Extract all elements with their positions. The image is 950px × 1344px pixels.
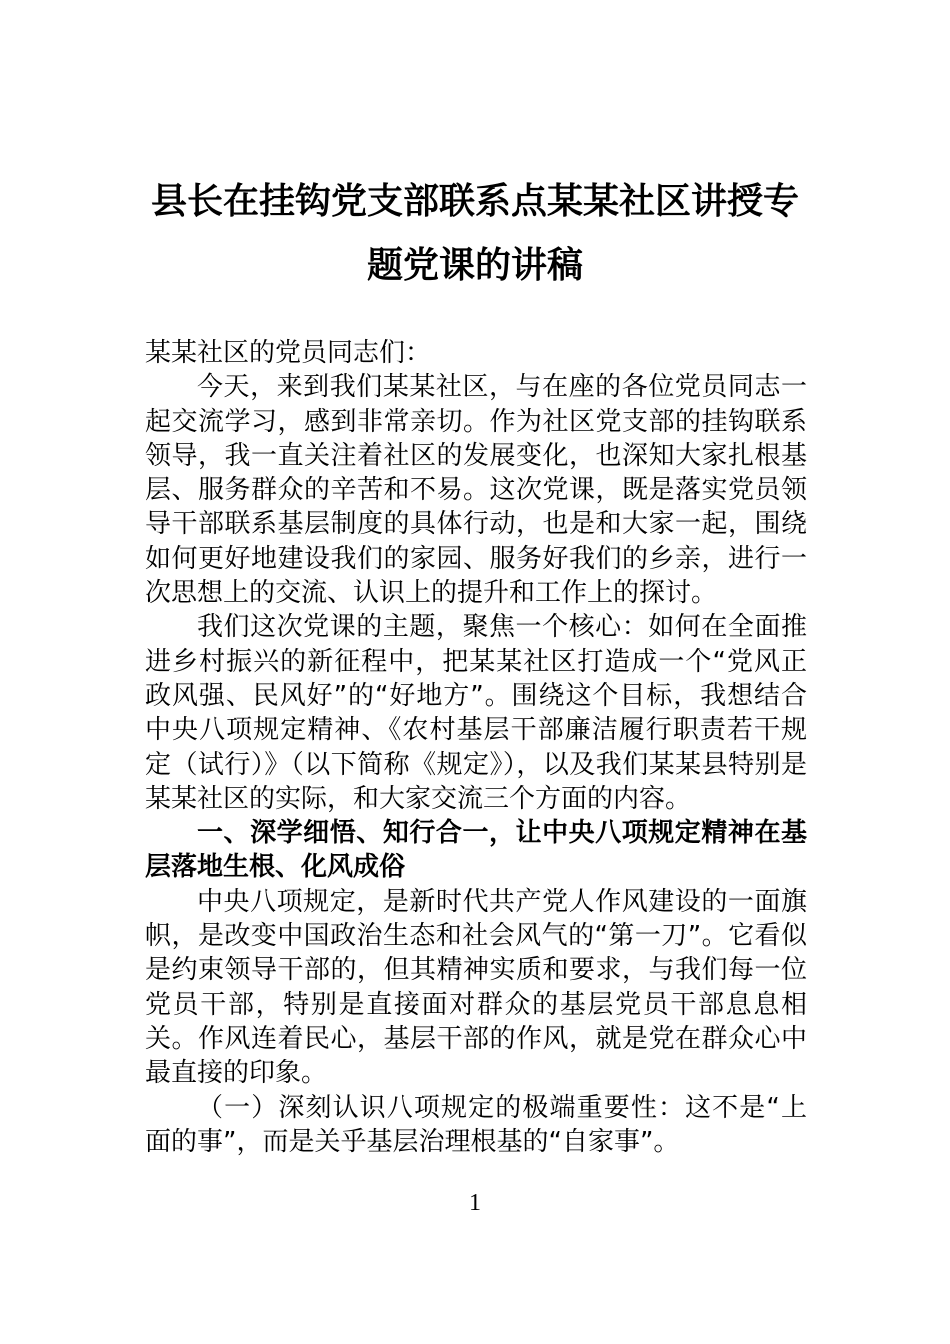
title-line-2: 题党课的讲稿	[366, 245, 583, 286]
title-line-1: 县长在挂钩党支部联系点某某社区讲授专	[150, 181, 799, 222]
page-number: 1	[469, 1190, 481, 1216]
subsection-heading: （一）深刻认识八项规定的极端重要性：这不是“上面的事”，而是关乎基层治理根基的“自家事”。	[145, 1092, 807, 1157]
section-heading: 一、深学细悟、知行合一，让中央八项规定精神在基层落地生根、化风成俗	[145, 818, 807, 883]
salutation: 某某社区的党员同志们：	[145, 338, 432, 368]
section-paragraph: 中央八项规定，是新时代共产党人作风建设的一面旗帜，是改变中国政治生态和社会风气的“第一刀”。它看似是约束领导干部的，但其精神实质和要求，与我们每一位党员干部，特别是直接面对群众的基层党员干部息息相关。作风连着民心，基层干部的作风，就是党在群众心中最直接的印象。	[145, 886, 807, 1089]
paragraph-intro: 今天，来到我们某某社区，与在座的各位党员同志一起交流学习，感到非常亲切。作为社区党支部的挂钩联系领导，我一直关注着社区的发展变化，也深知大家扎根基层、服务群众的辛苦和不易。这次党课，既是落实党员领导干部联系基层制度的具体行动，也是和大家一起，围绕如何更好地建设我们的家园、服务好我们的乡亲，进行一次思想上的交流、认识上的提升和工作上的探讨。	[145, 372, 807, 609]
document-body	[145, 336, 807, 1159]
paragraph-theme: 我们这次党课的主题，聚焦一个核心：如何在全面推进乡村振兴的新征程中，把某某社区打造成一个“党风正政风强、民风好”的“好地方”。围绕这个目标，我想结合中央八项规定精神、《农村基层干部廉洁履行职责若干规定（试行）》（以下简称《规定》），以及我们某某县特别是某某社区的实际，和大家交流三个方面的内容。	[145, 612, 807, 814]
document-title	[145, 170, 805, 298]
